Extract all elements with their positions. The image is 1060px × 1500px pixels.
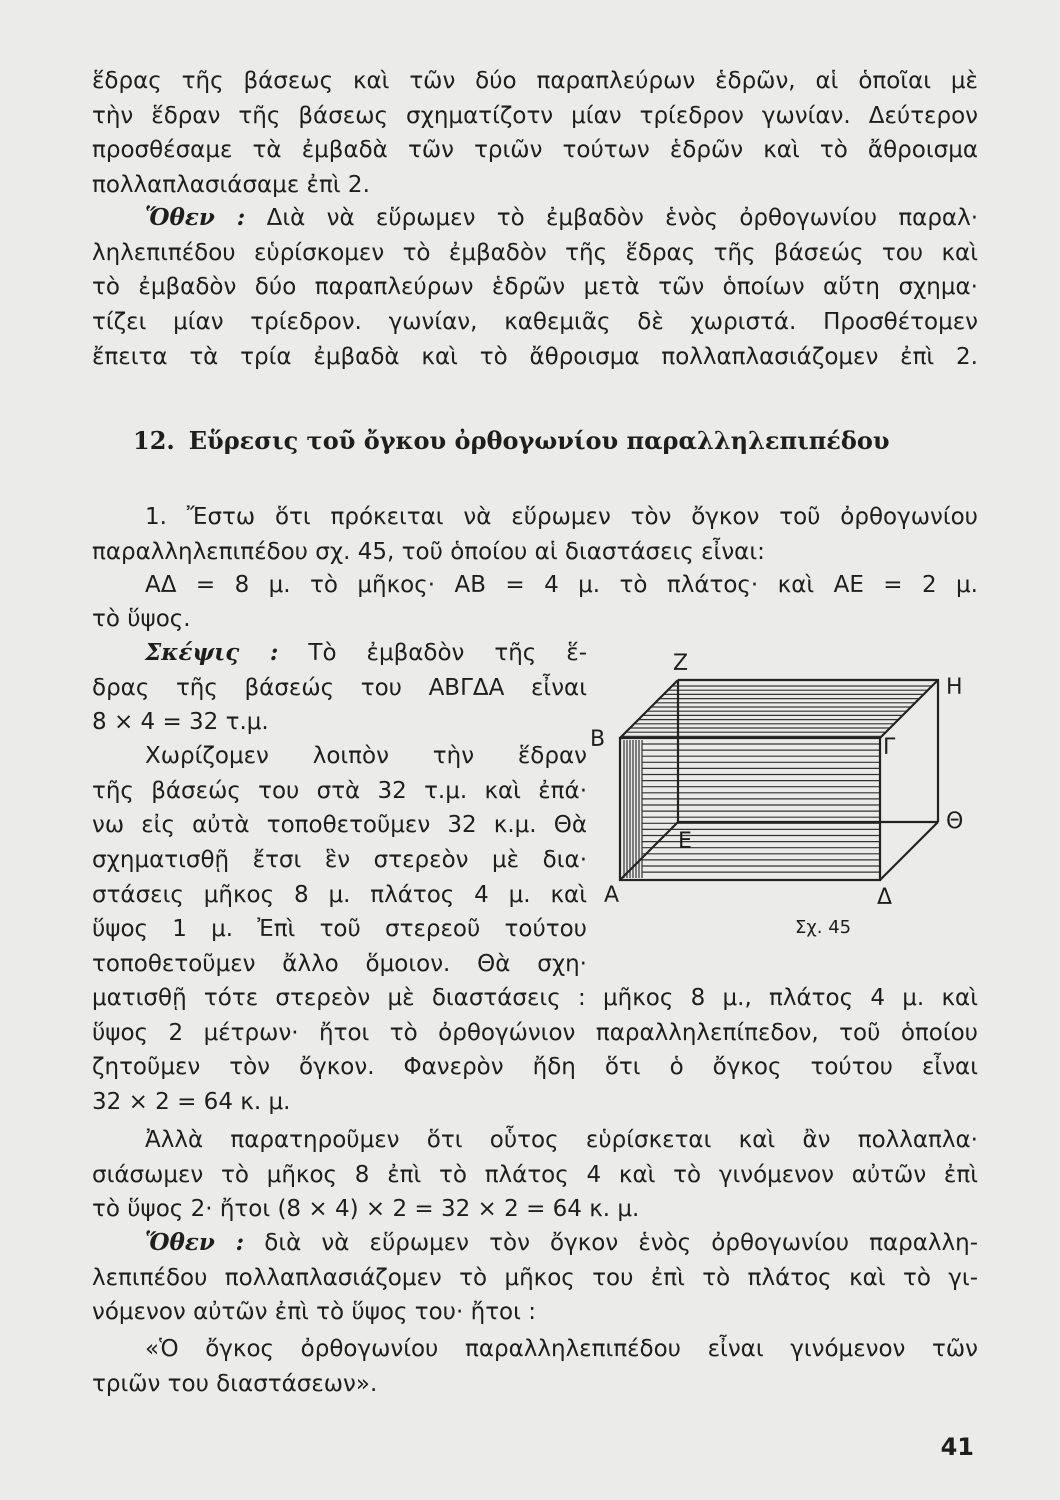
figure-45 (580, 640, 1000, 960)
text-line: τίζει μίαν τρίεδρον. γωνίαν, καθεμιᾶς δὲ χωριστά. Προσθέτομεν (92, 309, 978, 335)
text-line: σχηματισθῇ ἔτσι ἓν στερεὸν μὲ δια· (92, 847, 587, 873)
section-title: Εὕρεσις τοῦ ὄγκου ὀρθογωνίου παραλληλεπιπέδου (188, 426, 890, 455)
top-face-hatching (622, 686, 932, 736)
rule-label: Ὅθεν : (145, 1229, 245, 1256)
text-line: δρας τῆς βάσεώς του ΑΒΓΔΑ εἶναι (92, 675, 587, 701)
text-line: τὸ ἐμβαδὸν δύο παραπλεύρων ἑδρῶν μετὰ τῶν ὁποίων αὕτη σχημα· (92, 274, 978, 300)
box-drawing (580, 640, 1000, 960)
label-g: Γ (883, 735, 896, 760)
text-line: 8 ⨯ 4 = 32 τ.μ. (92, 709, 269, 735)
text-line: παραλληλεπιπέδου σχ. 45, τοῦ ὁποίου αἱ διαστάσεις εἶναι: (92, 539, 765, 565)
text-line: ματισθῇ τότε στερεὸν μὲ διαστάσεις : μῆκος 8 μ., πλάτος 4 μ. καὶ (92, 985, 978, 1011)
text-line: νόμενον αὐτῶν ἐπὶ τὸ ὕψος του· ἤτοι : (92, 1299, 536, 1325)
text-line: ληλεπιπέδου εὑρίσκομεν τὸ ἐμβαδὸν τῆς ἕδρας τῆς βάσεώς του καὶ (92, 240, 978, 266)
text-line: τὸ ὕψος 2· ἤτοι (8 ⨯ 4) ⨯ 2 = 32 ⨯ 2 = 64 κ. μ. (92, 1196, 640, 1222)
text-line: τὴν ἕδραν τῆς βάσεως σχηματίζοτν μίαν τρίεδρον γωνίαν. Δεύτερον (92, 103, 978, 129)
text-line: τοποθετοῦμεν ἄλλο ὅμοιον. Θὰ σχη· (92, 951, 587, 977)
text-line: προσθέσαμε τὰ ἐμβαδὰ τῶν τριῶν τούτων ἑδρῶν καὶ τὸ ἄθροισμα (92, 137, 978, 163)
text-line: ἕδρας τῆς βάσεως καὶ τῶν δύο παραπλεύρων ἑδρῶν, αἱ ὁποῖαι μὲ (92, 68, 978, 94)
text-line: τὸ ὕψος. (92, 606, 191, 632)
label-z: Ζ (673, 651, 689, 676)
text-line: σιάσωμεν τὸ μῆκος 8 ἐπὶ τὸ πλάτος 4 καὶ τὸ γινόμενον αὐτῶν ἐπὶ (92, 1162, 978, 1188)
text-line: 32 ⨯ 2 = 64 κ. μ. (92, 1089, 291, 1115)
section-heading (133, 425, 890, 457)
text-line: στάσεις μῆκος 8 μ. πλάτος 4 μ. καὶ (92, 882, 587, 908)
text-line: ἔπειτα τὰ τρία ἐμβαδὰ καὶ τὸ ἄθροισμα πολλαπλασιάζομεν ἐπὶ 2. (92, 344, 978, 370)
text-line: ΑΔ = 8 μ. τὸ μῆκος· ΑΒ = 4 μ. τὸ πλάτος· καὶ ΑΕ = 2 μ. (145, 572, 978, 598)
text-line: Ἀλλὰ παρατηροῦμεν ὅτι οὗτος εὑρίσκεται καὶ ἂν πολλαπλα· (145, 1127, 978, 1153)
text-line: νω εἰς αὐτὰ τοποθετοῦμεν 32 κ.μ. Θὰ (92, 812, 587, 838)
rule-line (145, 203, 978, 233)
text-line: πολλαπλασιάσαμε ἐπὶ 2. (92, 172, 370, 198)
rule-label: Ὅθεν : (145, 204, 246, 231)
rule-text: Διὰ νὰ εὕρωμεν τὸ ἐμβαδὸν ἑνὸς ὀρθογωνίου παραλ· (266, 205, 979, 231)
text-line: ζητοῦμεν τὸν ὄγκον. Φανερὸν ἤδη ὅτι ὁ ὄγκος τούτου εἶναι (92, 1054, 978, 1080)
text-line: τῆς βάσεώς του στὰ 32 τ.μ. καὶ ἐπά· (92, 778, 587, 804)
label-a: Α (604, 883, 620, 908)
thought-line (145, 638, 587, 668)
thought-label: Σκέψις : (145, 639, 279, 666)
thought-text: Τὸ ἐμβαδὸν τῆς ἕ- (308, 640, 588, 666)
section-number: 12. (133, 426, 175, 455)
rule-text: διὰ νὰ εὕρωμεν τὸν ὄγκον ἑνὸς ὀρθογωνίου παραλλη- (264, 1230, 978, 1256)
text-line: ὕψος 1 μ. Ἐπὶ τοῦ στερεοῦ τούτου (92, 916, 587, 942)
conclusion-line: τριῶν του διαστάσεων». (92, 1371, 378, 1397)
front-face-hatching (624, 740, 880, 878)
label-e: Ε (678, 829, 692, 854)
label-b: Β (590, 727, 606, 752)
label-d: Δ (877, 885, 893, 910)
label-th: Θ (946, 809, 964, 834)
text-line: 1. Ἔστω ὅτι πρόκειται νὰ εὕρωμεν τὸν ὄγκον τοῦ ὀρθογωνίου (145, 504, 978, 530)
text-line: λεπιπέδου πολλαπλασιάζομεν τὸ μῆκος του ἐπὶ τὸ πλάτος καὶ τὸ γι- (92, 1265, 978, 1291)
text-line: ὕψος 2 μέτρων· ἤτοι τὸ ὀρθογώνιον παραλληλεπίπεδον, τοῦ ὁποίου (92, 1020, 978, 1046)
page-number: 41 (940, 1433, 974, 1461)
label-h: Η (946, 675, 963, 700)
rule-line (145, 1228, 978, 1258)
conclusion-line: «Ὁ ὄγκος ὀρθογωνίου παραλληλεπιπέδου εἶναι γινόμενον τῶν (145, 1336, 978, 1362)
figure-caption: Σχ. 45 (795, 917, 852, 938)
text-line: Χωρίζομεν λοιπὸν τὴν ἕδραν (145, 743, 587, 769)
